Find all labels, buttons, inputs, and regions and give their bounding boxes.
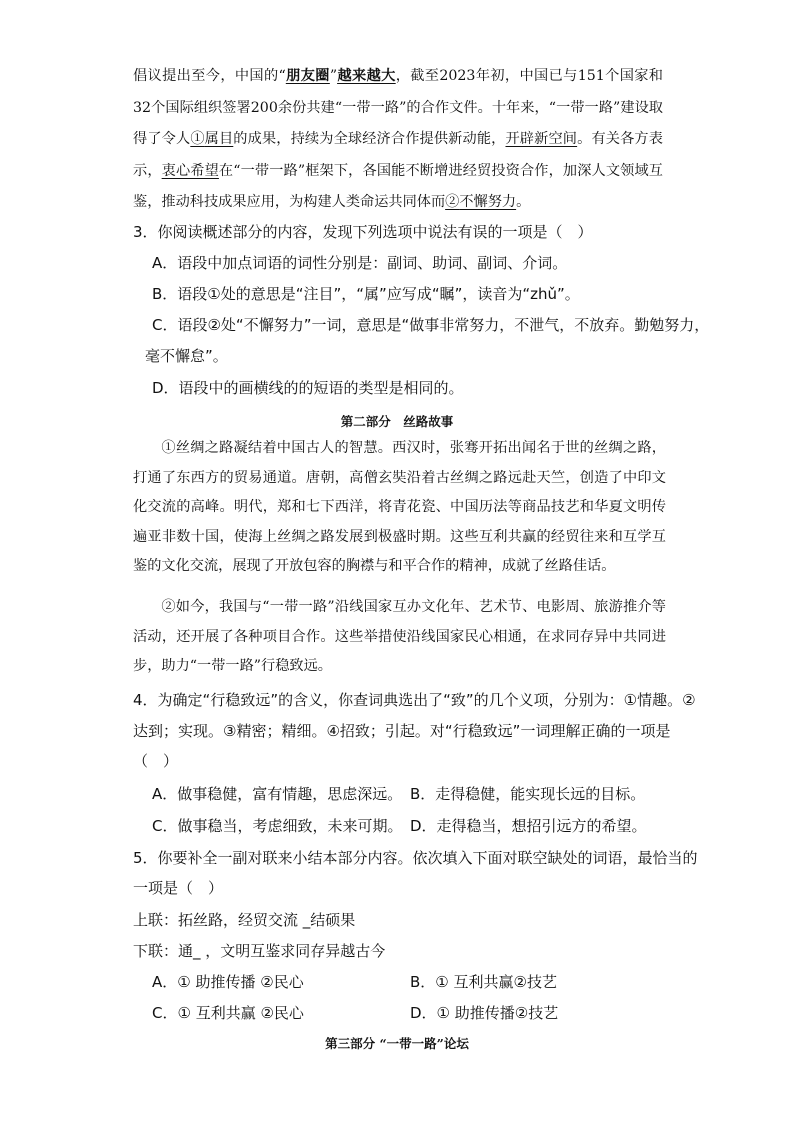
- question-4-stem-line-2: 达到；实现。③精密；精细。④招致；引起。对“行稳致远”一词理解正确的一项是: [133, 722, 671, 740]
- question-3-option-b: B．语段①处的意思是“注目”，“属”应写成“瞩”，读音为“zhǔ”。: [152, 285, 580, 303]
- passage-text: 。有关各方表示，: [133, 131, 663, 179]
- underlined-phrase: 衷心希望: [161, 162, 219, 179]
- question-4-stem-line-3: （ ）: [133, 752, 179, 770]
- question-5-option-c: C．① 互利共赢 ②民心: [152, 1004, 304, 1022]
- silk-road-story-paragraph-1: ①丝绸之路凝结着中国古人的智慧。西汉时，张骞开拓出闻名于世的丝绸之路，打通了东西方的贸易通道。唐朝，高僧玄奘沿着古丝绸之路远赴天竺，创造了中印文化交流的高峰。明代，郑和七下西洋，将青花瓷、中国历法等商品技艺和华夏文明传遍亚非数十国，使海上丝绸之路发展到极盛时期。这些互利共赢的经贸往来和互学互鉴的文化交流，展现了开放包容的胸襟与和平合作的精神，成就了丝路佳话。: [133, 440, 666, 574]
- question-3-option-c-cont: 毫不懈怠”。: [145, 347, 228, 365]
- passage-text: 倡议提出至今，中国的“: [133, 68, 286, 84]
- question-4-stem-line-1: 4．为确定“行稳致远”的含义，你查词典选出了“致”的几个义项，分别为：①情趣。②: [133, 691, 696, 709]
- passage-text: 的成果，持续为全球经济合作提供新动能，: [233, 131, 506, 147]
- passage-text: ”: [329, 68, 338, 84]
- marker-1: ①: [190, 131, 205, 147]
- question-4-option-a: A．做事稳健，富有情趣，思虑深远。: [152, 785, 403, 803]
- couplet-first-line: 上联：拓丝路，经贸交流 _结硕果: [133, 911, 356, 929]
- question-5-option-b: B．① 互利共赢②技艺: [410, 973, 557, 991]
- question-3-option-d: D．语段中的画横线的的短语的类型是相同的。: [152, 379, 464, 397]
- underlined-phrase: 不懈努力: [459, 194, 517, 210]
- underlined-phrase: 开辟新空间: [505, 131, 578, 147]
- underlined-phrase: 朋友圈: [285, 68, 330, 84]
- section-2-title: 第二部分 丝路故事: [340, 414, 454, 429]
- question-4-option-d: D．走得稳当，想招引远方的希望。: [410, 817, 647, 835]
- passage-text: 。: [516, 194, 531, 210]
- question-4-option-b: B．走得稳健，能实现长远的目标。: [410, 785, 646, 803]
- silk-road-story-paragraph-2: ②如今，我国与“一带一路”沿线国家互办文化年、艺术节、电影周、旅游推介等活动，还开展了各种项目合作。这些举措使沿线国家民心相通，在求同存异中共同进步，助力“一带一路”行稳致远。: [133, 599, 666, 674]
- question-5-option-d: D．① 助推传播②技艺: [410, 1004, 559, 1022]
- question-3-option-a: A．语段中加点词语的词性分别是：副词、助词、副词、介词。: [152, 254, 568, 272]
- underlined-phrase: 越来越大: [337, 68, 396, 84]
- question-4-option-c: C．做事稳当，考虑细致，未来可期。: [152, 817, 403, 835]
- marker-2: ②: [445, 194, 460, 210]
- question-3-stem: 3．你阅读概述部分的内容，发现下列选项中说法有误的一项是（ ）: [133, 223, 593, 241]
- section-3-title: 第三部分 “一带一路”论坛: [325, 1036, 469, 1051]
- couplet-second-line: 下联：通_ ，文明互鉴求同存异越古今: [133, 942, 386, 960]
- question-3-option-c: C．语段②处“不懈努力”一词，意思是“做事非常努力，不泄气，不放弃。勤勉努力，: [152, 316, 710, 334]
- intro-passage: [133, 61, 663, 219]
- question-5-stem-line-2: 一项是（ ）: [133, 879, 224, 897]
- question-5-option-a: A．① 助推传播 ②民心: [152, 973, 304, 991]
- question-5-stem-line-1: 5．你要补全一副对联来小结本部分内容。依次填入下面对联空缺处的词语，最恰当的: [133, 849, 698, 867]
- passage-text: 在“一带一路”框架下，各国能不断增进经贸投资合作，加深人文领域互鉴，推动科技成果应用，为构建人类命运共同体而: [133, 162, 663, 210]
- underlined-phrase: 属目: [204, 131, 234, 147]
- passage-text: ，截至2023年初，中国已与151个国家和32个国际组织签署200余份共建“一带一路”的合作文件。十年来，“一带一路”建设取得了令人: [133, 68, 663, 147]
